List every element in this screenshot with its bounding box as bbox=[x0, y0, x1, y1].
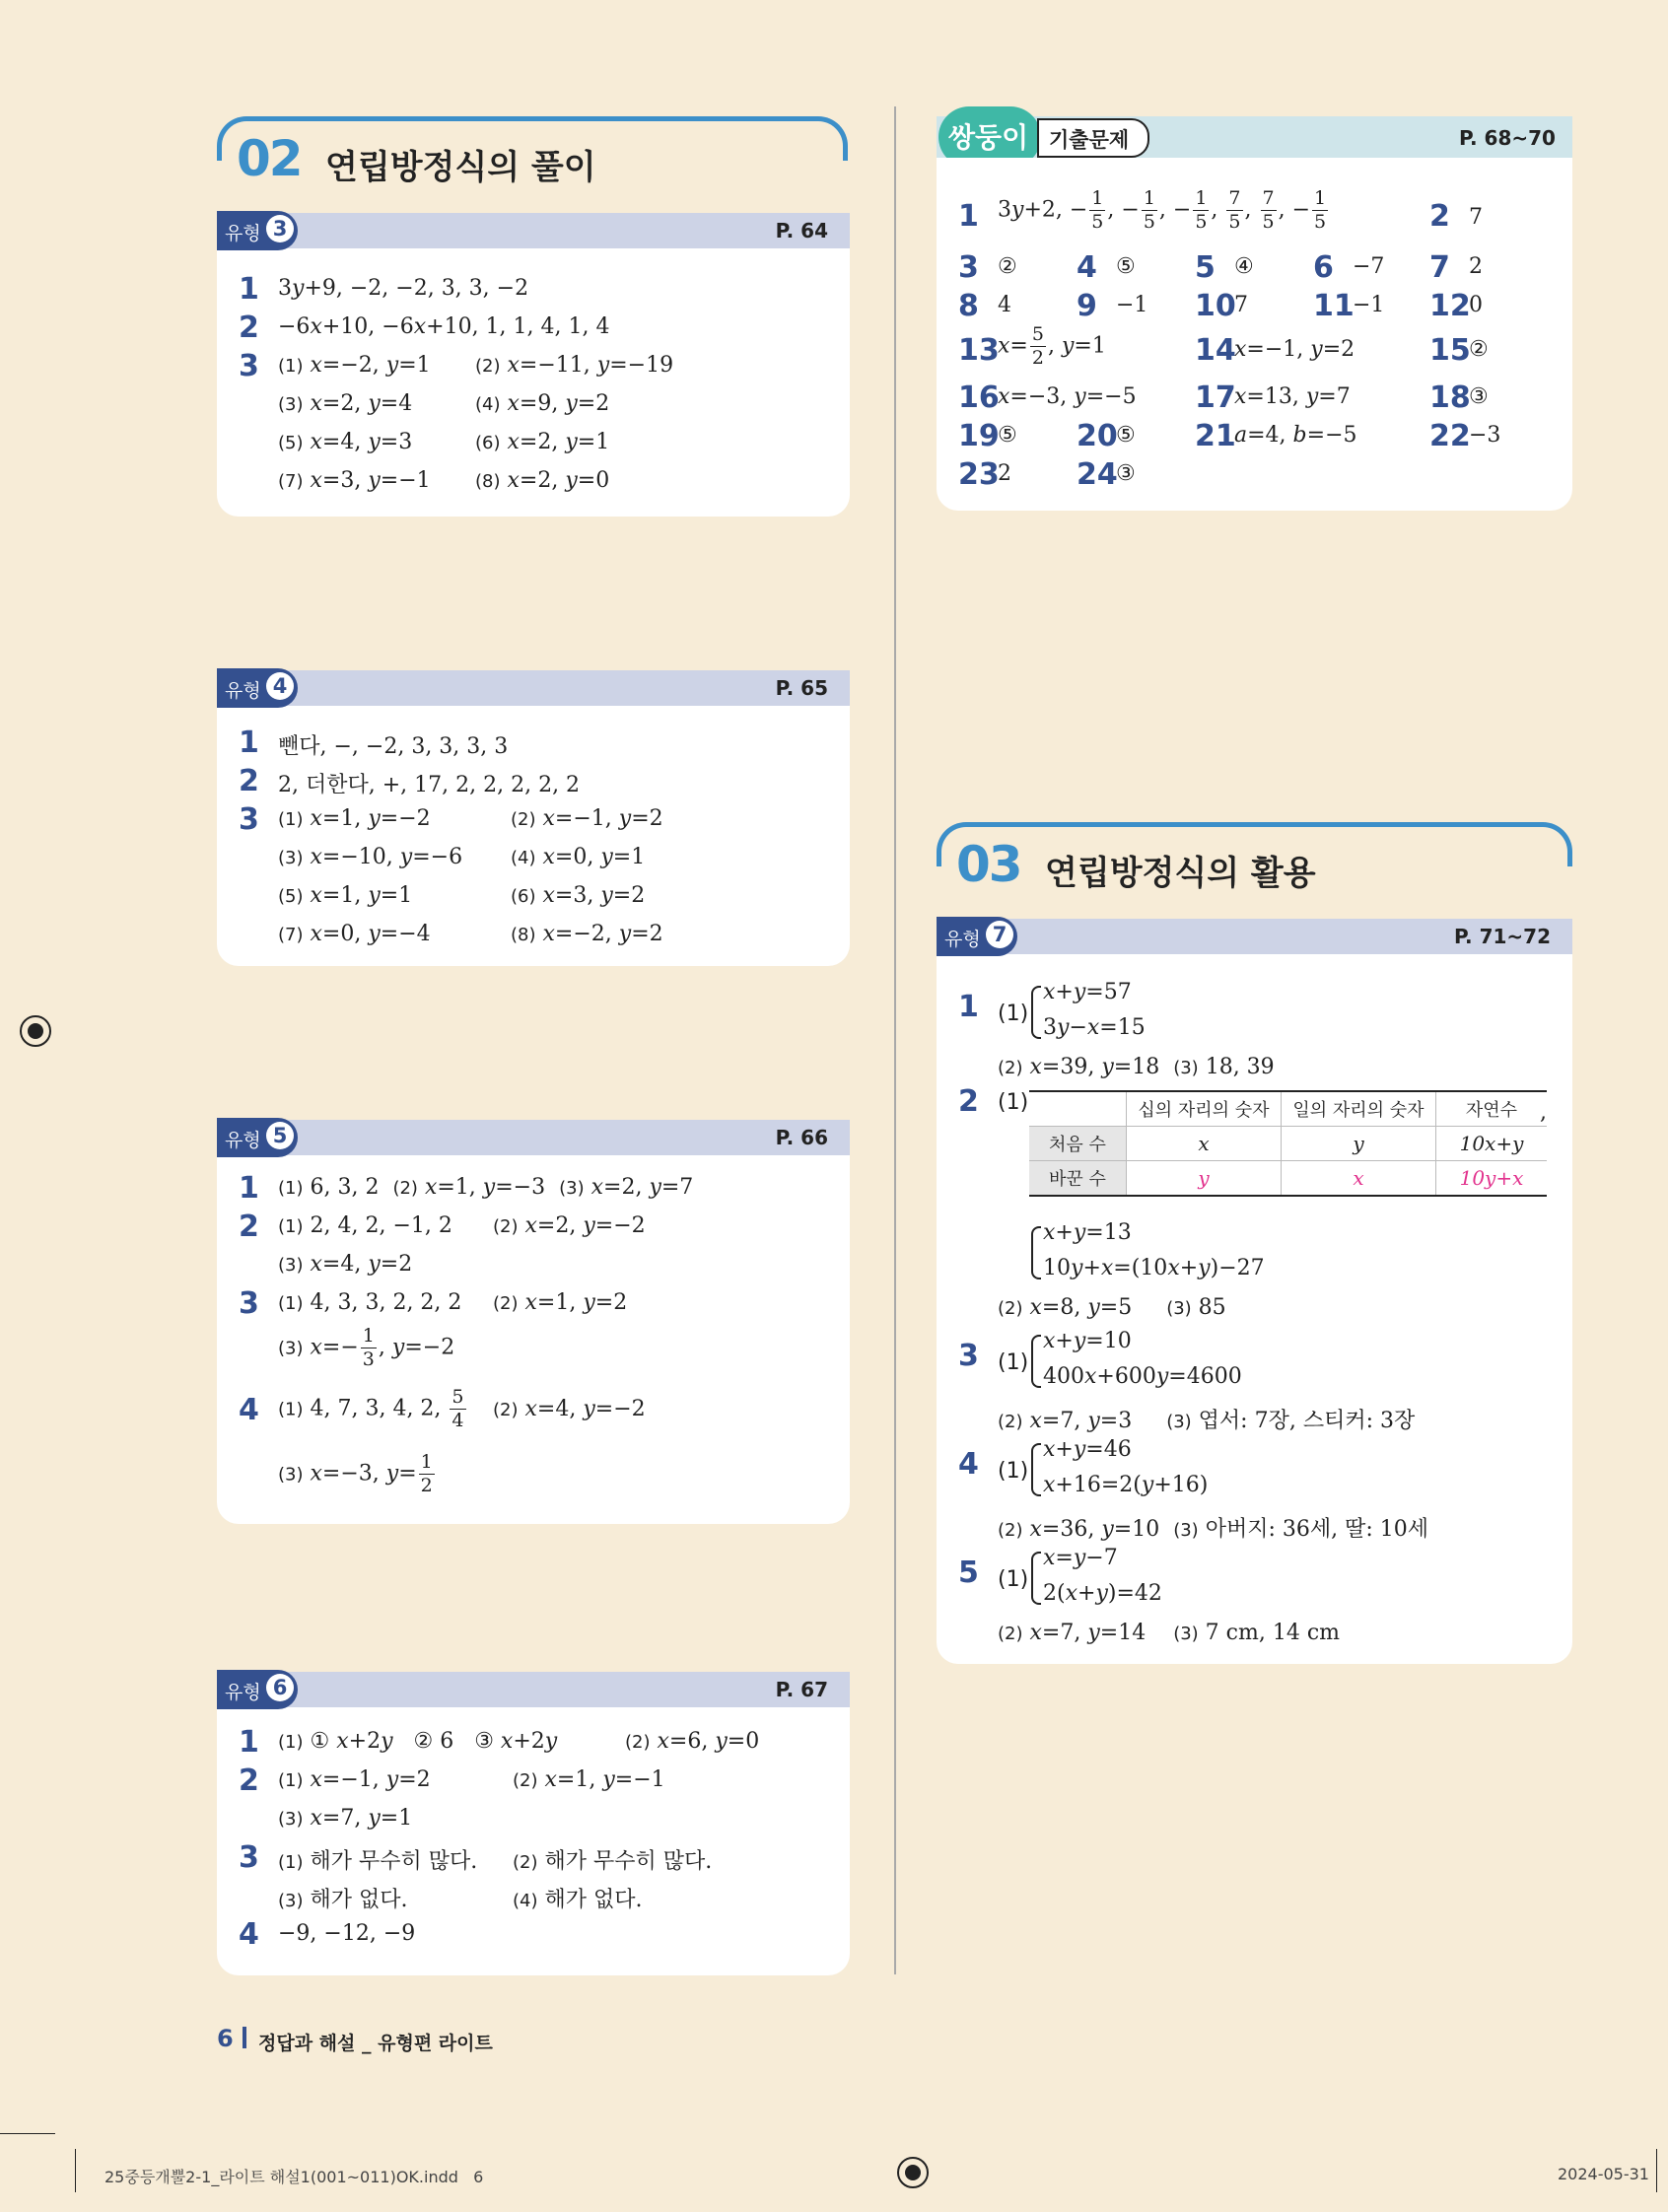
q-number: 4 bbox=[1077, 250, 1097, 285]
system-brace bbox=[1031, 1552, 1041, 1605]
answer-line: x+y=10 bbox=[1043, 1329, 1132, 1353]
answer-line: x=−3, y=−5 bbox=[998, 384, 1137, 409]
system-brace bbox=[1031, 986, 1041, 1039]
answer-line: 0 bbox=[1469, 293, 1483, 317]
answer-line: ⑤ bbox=[1116, 423, 1136, 448]
answer-line: (4) x=0, y=1 bbox=[511, 845, 646, 869]
type-4-card bbox=[217, 670, 850, 966]
answer-line: ② bbox=[1469, 337, 1489, 362]
twin-logo-text: 쌍둥이 bbox=[948, 121, 1029, 154]
answer-line: (2) x=−11, y=−19 bbox=[475, 353, 674, 378]
type-badge bbox=[217, 668, 298, 708]
table-header: 십의 자리의 숫자 bbox=[1127, 1091, 1282, 1127]
answer-line: 2 bbox=[998, 461, 1011, 486]
answer-line: (1) ① x+2y ② 6 ③ x+2y bbox=[278, 1729, 558, 1754]
answer-line: a=4, b=−5 bbox=[1234, 423, 1357, 448]
registration-mark-dot bbox=[28, 1023, 43, 1039]
answer-line: (6) x=3, y=2 bbox=[511, 883, 646, 908]
type-number: 6 bbox=[266, 1674, 294, 1701]
page-ref: P. 66 bbox=[775, 1126, 828, 1149]
answer-line: ③ bbox=[1116, 461, 1136, 486]
answer-line: (2) x=8, y=5 (3) 85 bbox=[998, 1295, 1226, 1320]
answer-line: 2, 더한다, +, 17, 2, 2, 2, 2, 2 bbox=[278, 773, 581, 797]
type-5-card bbox=[217, 1120, 850, 1524]
type-7-card bbox=[937, 919, 1572, 1664]
q-number: 1 bbox=[239, 726, 259, 760]
answer-line: x+y=57 bbox=[1043, 980, 1132, 1004]
q-number: 7 bbox=[1429, 250, 1450, 285]
answer-line: x= $\frac{5}{2}$ , y=1 bbox=[998, 323, 1106, 369]
type-label: 유형 bbox=[225, 1130, 261, 1151]
answer-label: (1) bbox=[998, 1002, 1029, 1026]
type-number: 3 bbox=[266, 215, 294, 242]
q-number: 8 bbox=[958, 289, 979, 323]
answer-line: (2) x=7, y=3 (3) 엽서: 7장, 스티커: 3장 bbox=[998, 1409, 1416, 1433]
table-corner bbox=[1029, 1091, 1127, 1127]
type-3-card bbox=[217, 213, 850, 517]
q-number: 21 bbox=[1195, 419, 1236, 453]
q-number: 3 bbox=[239, 1286, 259, 1321]
q-number: 23 bbox=[958, 457, 1000, 492]
answer-line: (1) x=−2, y=1 bbox=[278, 353, 431, 378]
answer-line: (1) 6, 3, 2 (2) x=1, y=−3 (3) x=2, y=7 bbox=[278, 1175, 694, 1200]
answer-line: ③ bbox=[1469, 384, 1489, 409]
q-number: 17 bbox=[1195, 380, 1236, 415]
q-number: 1 bbox=[239, 272, 259, 307]
answer-line: (4) 해가 없다. bbox=[513, 1888, 643, 1912]
card-header bbox=[217, 1672, 850, 1707]
answer-line: (7) x=3, y=−1 bbox=[278, 468, 431, 493]
answer-line: −1 bbox=[1116, 293, 1148, 317]
q-number: 3 bbox=[958, 250, 979, 285]
twin-page-ref: P. 68~70 bbox=[1459, 126, 1556, 150]
answer-label: (1) bbox=[998, 1567, 1029, 1592]
answer-line: (2) x=1, y=2 bbox=[493, 1290, 628, 1315]
answer-line: (2) x=6, y=0 bbox=[625, 1729, 760, 1754]
answer-line: 4 bbox=[998, 293, 1011, 317]
q-number: 6 bbox=[1313, 250, 1334, 285]
q-number: 1 bbox=[239, 1725, 259, 1760]
table-header: 일의 자리의 숫자 bbox=[1282, 1091, 1436, 1127]
answer-line: (3) x=−10, y=−6 bbox=[278, 845, 463, 869]
q-number: 2 bbox=[239, 311, 259, 345]
page-ref: P. 64 bbox=[775, 219, 828, 242]
answer-line: x+16=2(y+16) bbox=[1043, 1473, 1209, 1497]
answer-line: ⑤ bbox=[1116, 254, 1136, 279]
q-number: 16 bbox=[958, 380, 1000, 415]
crop-mark bbox=[1656, 2149, 1657, 2192]
q-number: 1 bbox=[239, 1171, 259, 1206]
q-number: 3 bbox=[239, 1840, 259, 1875]
answer-line: 뺀다, −, −2, 3, 3, 3, 3 bbox=[278, 734, 509, 759]
q-number: 2 bbox=[958, 1084, 979, 1119]
q-number: 13 bbox=[958, 333, 1000, 368]
q-number: 3 bbox=[958, 1339, 979, 1373]
page-number: 6 bbox=[217, 2025, 234, 2052]
answer-line: 3y+9, −2, −2, 3, 3, −2 bbox=[278, 276, 529, 301]
answer-line: 7 bbox=[1469, 205, 1483, 230]
answer-line: 7 bbox=[1234, 293, 1248, 317]
print-date: 2024-05-31 bbox=[1558, 2165, 1649, 2183]
table-cell: x bbox=[1127, 1127, 1282, 1161]
twin-title: 기출문제 bbox=[1049, 128, 1130, 152]
answer-line: −9, −12, −9 bbox=[278, 1921, 416, 1946]
answer-line: 10y+x=(10x+y)−27 bbox=[1043, 1256, 1265, 1280]
type-number: 7 bbox=[986, 921, 1013, 948]
card-header bbox=[217, 670, 850, 706]
q-number: 2 bbox=[239, 764, 259, 798]
section-02-heading bbox=[217, 116, 848, 185]
q-number: 11 bbox=[1313, 289, 1355, 323]
footer-bar bbox=[243, 2027, 246, 2048]
page-ref: P. 65 bbox=[775, 676, 828, 700]
crop-mark bbox=[75, 2149, 76, 2192]
answer-line: x=y−7 bbox=[1043, 1546, 1118, 1570]
answer-label: (1) bbox=[998, 1090, 1029, 1115]
q-number: 2 bbox=[1429, 199, 1450, 234]
q-number: 1 bbox=[958, 199, 979, 234]
answer-line: 2(x+y)=42 bbox=[1043, 1581, 1162, 1606]
q-number: 18 bbox=[1429, 380, 1471, 415]
answer-line: ④ bbox=[1234, 254, 1254, 279]
answer-line: (1) x=−1, y=2 bbox=[278, 1767, 431, 1792]
answer-line: (3) x=2, y=4 bbox=[278, 391, 413, 416]
q-number: 24 bbox=[1077, 457, 1118, 492]
answer-line: x=13, y=7 bbox=[1234, 384, 1351, 409]
answer-line: (7) x=0, y=−4 bbox=[278, 922, 431, 946]
type-badge bbox=[217, 1670, 298, 1709]
answer-label: (1) bbox=[998, 1459, 1029, 1484]
answer-line: (1) 4, 3, 3, 2, 2, 2 bbox=[278, 1290, 462, 1315]
answer-line: (1) 해가 무수히 많다. bbox=[278, 1849, 478, 1874]
registration-mark-dot bbox=[905, 2165, 921, 2180]
type-number: 5 bbox=[266, 1122, 294, 1149]
q-number: 20 bbox=[1077, 419, 1118, 453]
answer-line: (2) x=1, y=−1 bbox=[513, 1767, 665, 1792]
section-title: 연립방정식의 활용 bbox=[1045, 854, 1316, 893]
answer-line: (8) x=2, y=0 bbox=[475, 468, 610, 493]
q-number: 3 bbox=[239, 349, 259, 383]
q-number: 5 bbox=[1195, 250, 1216, 285]
card-header bbox=[217, 213, 850, 248]
file-name: 25중등개뿔2-1_라이트 해설1(001~011)OK.indd 6 bbox=[104, 2168, 484, 2186]
crop-mark bbox=[0, 2133, 55, 2134]
answer-line: x=−1, y=2 bbox=[1234, 337, 1355, 362]
answer-line: (2) x=39, y=18 (3) 18, 39 bbox=[998, 1055, 1275, 1079]
type-label: 유형 bbox=[225, 680, 261, 702]
q-number: 2 bbox=[239, 1763, 259, 1798]
answer-line: (2) x=−1, y=2 bbox=[511, 806, 663, 831]
answer-line: (6) x=2, y=1 bbox=[475, 430, 610, 454]
card-header bbox=[217, 1120, 850, 1155]
answer-line: (3) 해가 없다. bbox=[278, 1888, 408, 1912]
answer-line: ② bbox=[998, 254, 1017, 279]
table-header: 자연수 bbox=[1436, 1091, 1548, 1127]
type-label: 유형 bbox=[225, 223, 261, 244]
twin-card bbox=[937, 158, 1572, 511]
section-title: 연립방정식의 풀이 bbox=[325, 148, 596, 187]
q-number: 15 bbox=[1429, 333, 1471, 368]
answer-label: (1) bbox=[998, 1350, 1029, 1375]
system-brace bbox=[1031, 1226, 1041, 1279]
answer-line: (8) x=−2, y=2 bbox=[511, 922, 663, 946]
page-ref: P. 67 bbox=[775, 1678, 828, 1701]
q-number: 4 bbox=[239, 1393, 259, 1427]
answer-line: (3) x=4, y=2 bbox=[278, 1252, 413, 1277]
answer-line: (2) x=36, y=10 (3) 아버지: 36세, 딸: 10세 bbox=[998, 1517, 1428, 1542]
footer-title: 정답과 해설 _ 유형편 라이트 bbox=[258, 2033, 493, 2054]
digit-table bbox=[1029, 1090, 1547, 1197]
q-number: 2 bbox=[239, 1210, 259, 1244]
q-number: 4 bbox=[958, 1447, 979, 1482]
table-cell: y bbox=[1282, 1127, 1436, 1161]
answer-line: 3y+2, − $\frac{1}{5}$ , − $\frac{1}{5}$ , − $\frac{1}{5}$ , $\frac{7}{5}$ , $\frac{7}{5}$ , − $\frac{1}{5}$ bbox=[998, 187, 1327, 233]
answer-line: 3y−x=15 bbox=[1043, 1015, 1146, 1040]
q-number: 4 bbox=[239, 1917, 259, 1952]
answer-line: (1) 2, 4, 2, −1, 2 bbox=[278, 1213, 452, 1238]
q-number: 19 bbox=[958, 419, 1000, 453]
type-6-card bbox=[217, 1672, 850, 1975]
column-divider bbox=[894, 106, 896, 1974]
type-badge bbox=[937, 917, 1017, 956]
answer-line: (1) 4, 7, 3, 4, 2, $\frac{5}{4}$ bbox=[278, 1386, 464, 1431]
answer-line: (3) x=− $\frac{1}{3}$ , y=−2 bbox=[278, 1325, 455, 1370]
answer-line: 2 bbox=[1469, 254, 1483, 279]
answer-line: −6x+10, −6x+10, 1, 1, 4, 1, 4 bbox=[278, 314, 610, 339]
type-label: 유형 bbox=[944, 929, 981, 950]
answer-line: (3) x=7, y=1 bbox=[278, 1806, 413, 1831]
answer-line: (2) x=2, y=−2 bbox=[493, 1213, 646, 1238]
answer-line: (3) x=−3, y= $\frac{1}{2}$ bbox=[278, 1451, 433, 1496]
answer-line: x+y=46 bbox=[1043, 1437, 1132, 1462]
answer-line: (2) x=7, y=14 (3) 7 cm, 14 cm bbox=[998, 1621, 1341, 1645]
answer-line: (1) x=1, y=−2 bbox=[278, 806, 431, 831]
answer-line: (5) x=1, y=1 bbox=[278, 883, 413, 908]
q-number: 22 bbox=[1429, 419, 1471, 453]
type-badge bbox=[217, 211, 298, 250]
answer-line: 400x+600y=4600 bbox=[1043, 1364, 1242, 1389]
answer-line: −7 bbox=[1353, 254, 1385, 279]
table-cell: y bbox=[1127, 1161, 1282, 1197]
q-number: 5 bbox=[958, 1555, 979, 1590]
q-number: 14 bbox=[1195, 333, 1236, 368]
answer-line: x+y=13 bbox=[1043, 1220, 1132, 1245]
section-number: 03 bbox=[956, 836, 1021, 893]
system-brace bbox=[1031, 1335, 1041, 1388]
type-label: 유형 bbox=[225, 1682, 261, 1703]
page-ref: P. 71~72 bbox=[1454, 925, 1551, 948]
q-number: 10 bbox=[1195, 289, 1236, 323]
answer-line: (5) x=4, y=3 bbox=[278, 430, 413, 454]
answer-line: (2) x=4, y=−2 bbox=[493, 1397, 646, 1421]
q-number: 3 bbox=[239, 802, 259, 837]
table-row-label: 바꾼 수 bbox=[1029, 1161, 1127, 1197]
section-03-heading bbox=[937, 822, 1572, 891]
q-number: 9 bbox=[1077, 289, 1097, 323]
answer-line: ⑤ bbox=[998, 423, 1017, 448]
answer-line: −1 bbox=[1353, 293, 1385, 317]
table-cell: 10x+y bbox=[1436, 1127, 1548, 1161]
section-number: 02 bbox=[237, 130, 302, 187]
table-cell: x bbox=[1282, 1161, 1436, 1197]
type-badge bbox=[217, 1118, 298, 1157]
table-trailing-comma: , bbox=[1540, 1100, 1547, 1125]
answer-line: −3 bbox=[1469, 423, 1501, 448]
answer-line: (2) 해가 무수히 많다. bbox=[513, 1849, 713, 1874]
answer-line: (4) x=9, y=2 bbox=[475, 391, 610, 416]
system-brace bbox=[1031, 1443, 1041, 1496]
table-cell: 10y+x bbox=[1436, 1161, 1548, 1197]
q-number: 12 bbox=[1429, 289, 1471, 323]
table-row-label: 처음 수 bbox=[1029, 1127, 1127, 1161]
type-number: 4 bbox=[266, 672, 294, 700]
q-number: 1 bbox=[958, 990, 979, 1024]
